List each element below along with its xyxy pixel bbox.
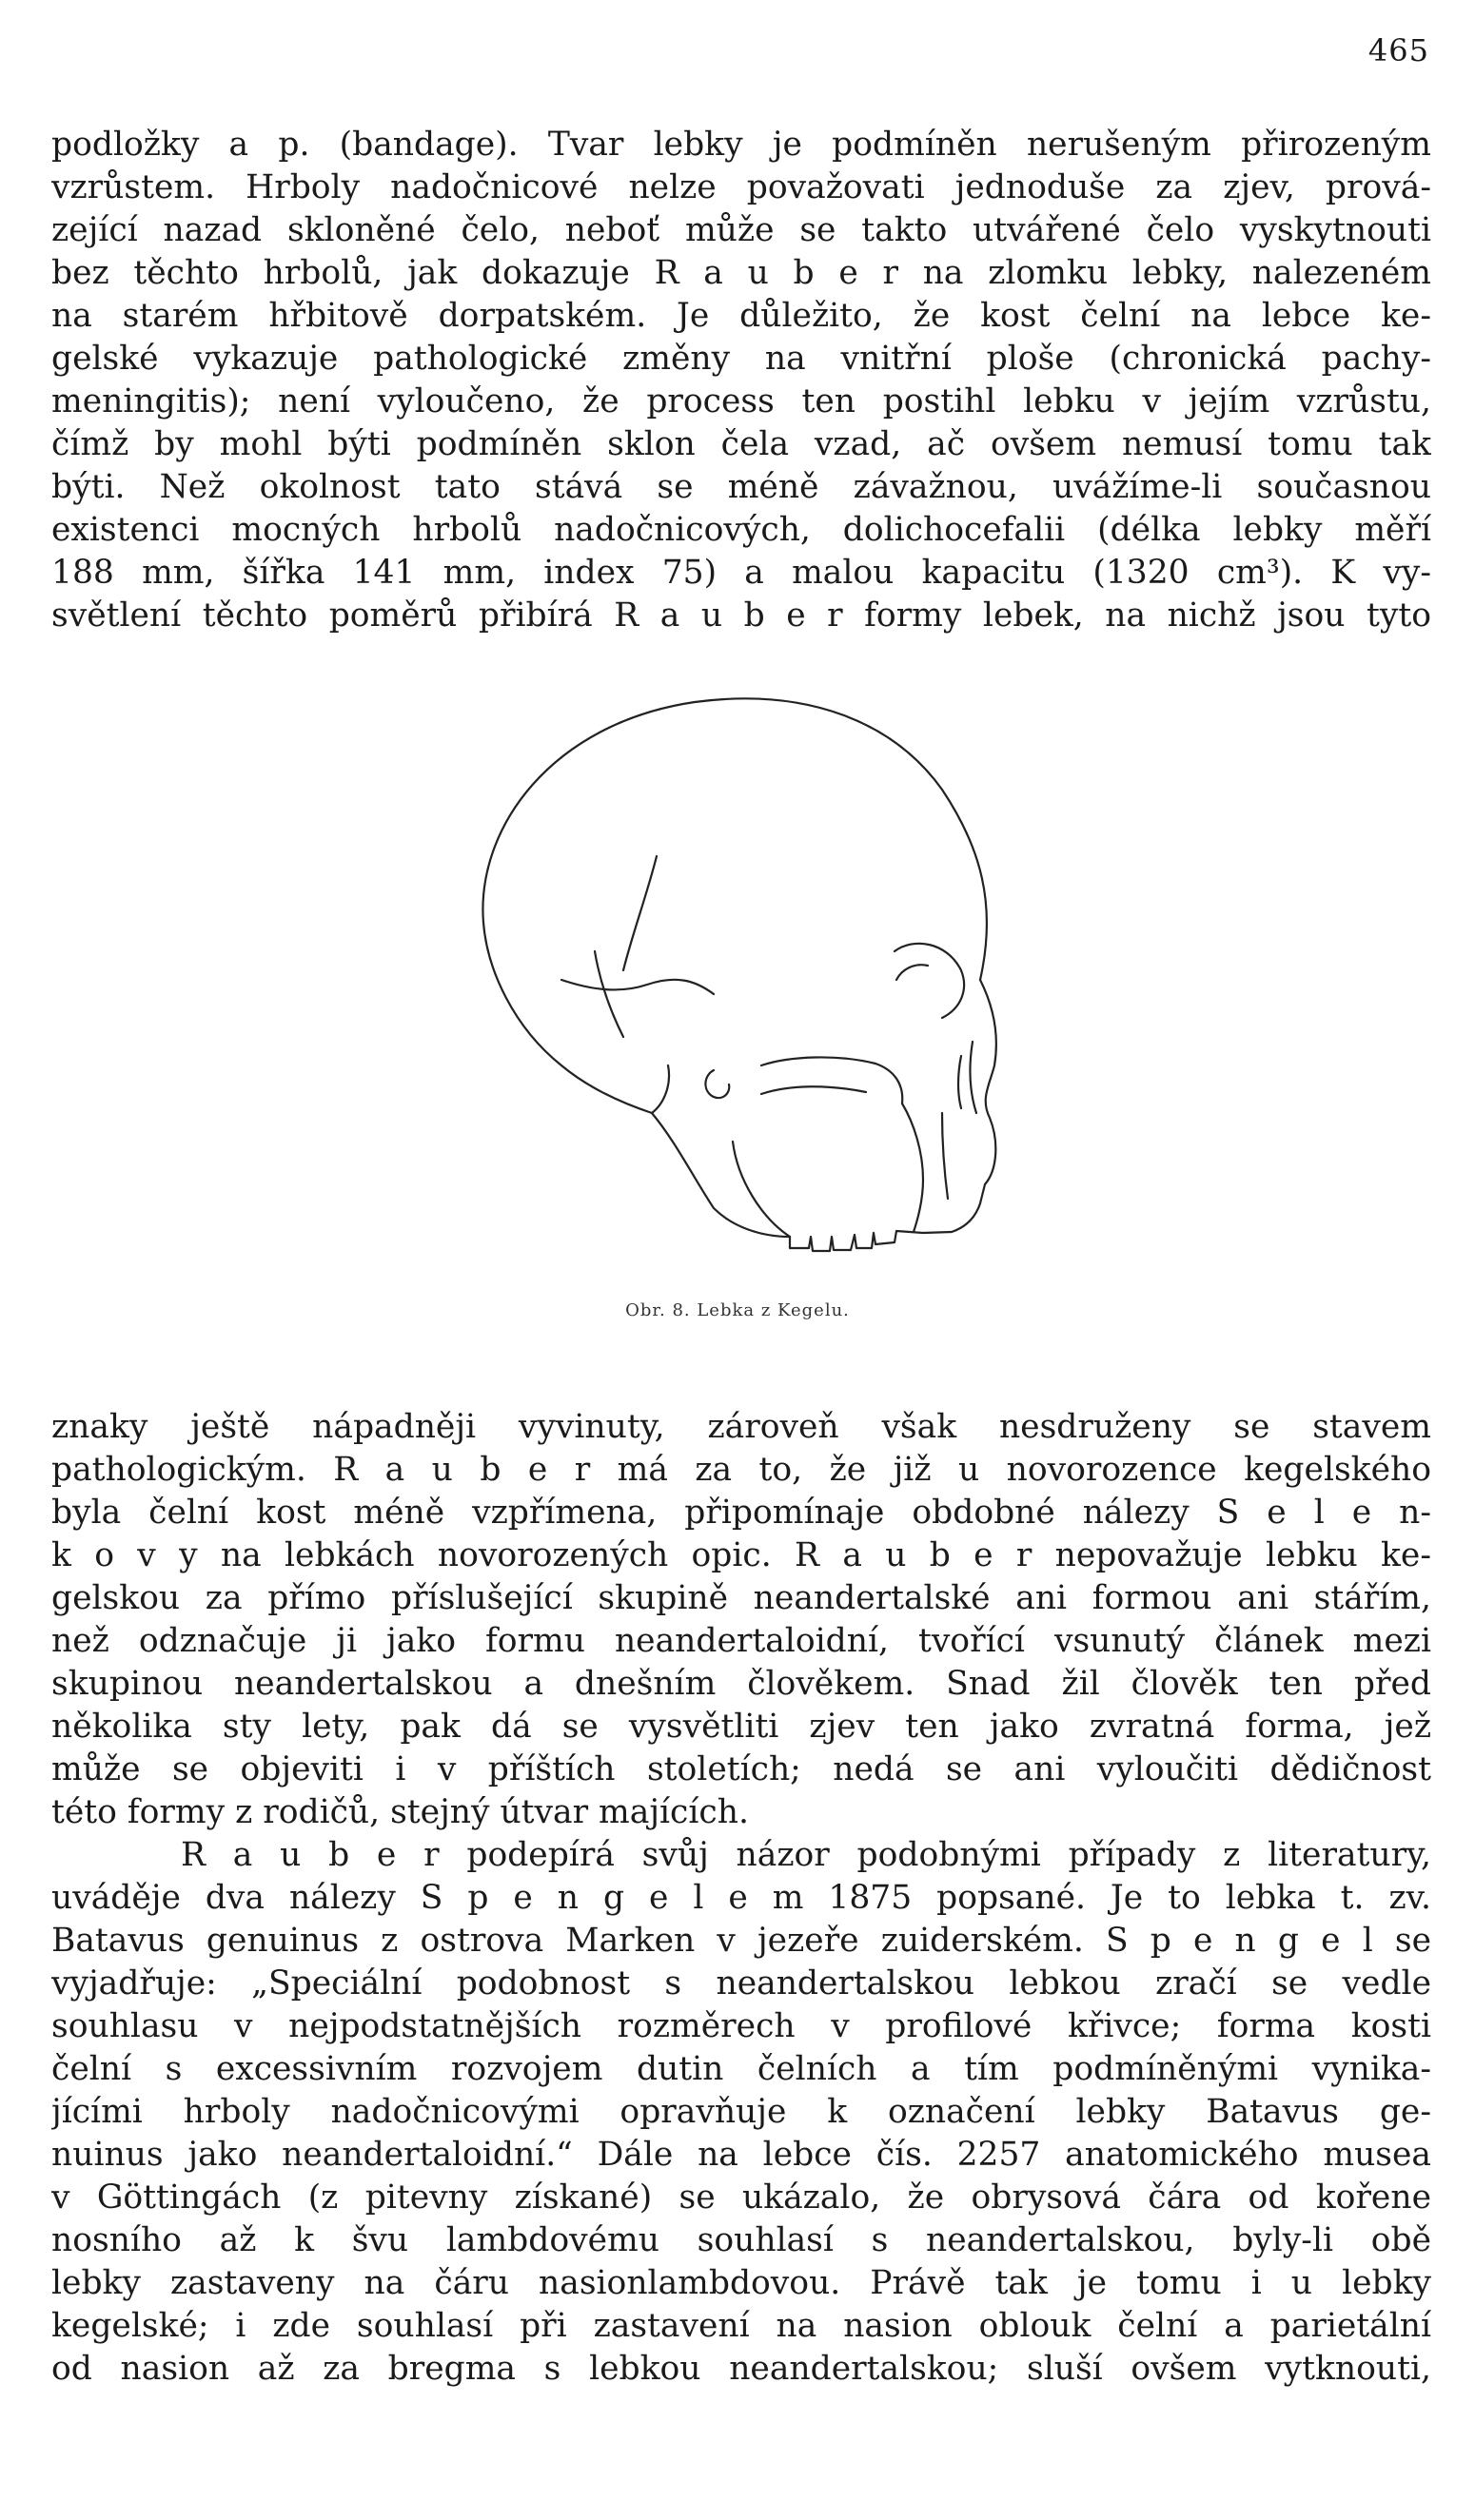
figure-caption: Obr. 8. Lebka z Kegelu.: [625, 1300, 850, 1320]
text-line: podložky a p. (bandage). Tvar lebky je podmíněn nerušeným přirozeným: [51, 126, 1431, 164]
bottom-paragraph: [51, 1406, 1431, 2391]
text-line: skupinou neandertalskou a dnešním člověkem. Snad žil člověk ten před: [51, 1665, 1431, 1703]
text-line: meningitis); není vyloučeno, že process ten postihl lebku v jejím vzrůstu,: [51, 382, 1431, 420]
skull-teeth: [790, 1231, 952, 1251]
skull-mastoid: [652, 1065, 669, 1113]
skull-vault-outline: [482, 698, 987, 980]
skull-suture-coronal: [623, 856, 657, 970]
text-line: od nasion až za bregma s lebkou neandertalskou; sluší ovšem vytknouti,: [51, 2350, 1431, 2388]
text-line: čímž by mohl býti podmíněn sklon čela vzad, ač ovšem nemusí tomu tak: [51, 425, 1431, 463]
text-line: lebky zastaveny na čáru nasionlambdovou. Právě tak je tomu i u lebky: [51, 2264, 1431, 2302]
text-line: 188 mm, šířka 141 mm, index 75) a malou kapacitu (1320 cm³). K vy-: [51, 554, 1431, 592]
text-line: světlení těchto poměrů přibírá R a u b e r formy lebek, na nichž jsou tyto: [51, 596, 1431, 635]
text-line: vyjadřuje: „Speciální podobnost s neandertalskou lebkou zračí se vedle: [51, 1964, 1431, 2002]
text-line: než odznačuje ji jako formu neandertaloidní, tvořící vsunutý článek mezi: [51, 1622, 1431, 1660]
text-line: nosního až k švu lambdovému souhlasí s neandertalskou, byly-li obě: [51, 2221, 1431, 2259]
text-line: zející nazad skloněné čelo, neboť může se takto utvářené čelo vyskytnouti: [51, 211, 1431, 249]
text-line: gelské vykazuje pathologické změny na vnitřní ploše (chronická pachy-: [51, 340, 1431, 378]
skull-suture-squamous: [561, 980, 714, 994]
skull-nasal: [970, 1042, 976, 1113]
skull-drawing: [447, 666, 1018, 1275]
top-paragraph: [51, 124, 1431, 637]
text-line: znaky ještě nápadněji vyvinuty, zároveň však nesdruženy se stavem: [51, 1408, 1431, 1446]
text-line: Batavus genuinus z ostrova Marken v jezeře zuiderském. S p e n g e l se: [51, 1922, 1431, 1960]
skull-occipital-outline: [483, 923, 652, 1113]
skull-zygomatic-lower: [761, 1086, 866, 1094]
text-line: existenci mocných hrbolů nadočnicových, dolichocefalii (délka lebky měří: [51, 511, 1431, 549]
skull-maxilla: [902, 1104, 923, 1232]
text-line: jícími hrboly nadočnicovými opravňuje k označení lebky Batavus ge-: [51, 2093, 1431, 2131]
text-line: k o v y na lebkách novorozených opic. R a u b e r nepovažuje lebku ke-: [51, 1536, 1431, 1574]
text-line: čelní s excessivním rozvojem dutin čelních a tím podmíněnými vynika-: [51, 2050, 1431, 2088]
skull-orbit: [895, 944, 964, 1018]
text-line: býti. Než okolnost tato stává se méně závažnou, uvážíme-li současnou: [51, 468, 1431, 506]
text-line: gelskou za přímo příslušející skupině neandertalské ani formou ani stářím,: [51, 1579, 1431, 1617]
text-line: nuinus jako neandertaloidní.“ Dále na lebce čís. 2257 anatomického musea: [51, 2136, 1431, 2174]
text-line: v Göttingách (z pitevny získané) se ukázalo, že obrysová čára od kořene: [51, 2178, 1431, 2217]
skull-suture-lambdoid: [595, 951, 623, 1037]
text-line: vzrůstem. Hrboly nadočnicové nelze považovati jednoduše za zjev, prová-: [51, 168, 1431, 206]
skull-nasal-inner: [958, 1056, 961, 1108]
text-line: může se objeviti i v příštích stoletích; nedá se ani vyloučiti dědičnost: [51, 1750, 1431, 1788]
text-line: této formy z rodičů, stejný útvar majících.: [51, 1793, 749, 1831]
skull-zygomatic: [761, 1057, 902, 1104]
page-number: 465: [1367, 32, 1429, 68]
skull-ear: [705, 1070, 729, 1098]
text-line: pathologickým. R a u b e r má za to, že již u novorozence kegelského: [51, 1451, 1431, 1489]
skull-maxilla-front: [942, 1113, 948, 1199]
text-line: R a u b e r podepírá svůj názor podobnými případy z literatury,: [181, 1836, 1431, 1874]
skull-brow: [896, 965, 928, 980]
text-line: bez těchto hrbolů, jak dokazuje R a u b e r na zlomku lebky, nalezeném: [51, 254, 1431, 292]
skull-jaw: [733, 1142, 790, 1237]
text-line: několika sty lety, pak dá se vysvětliti zjev ten jako zvratná forma, jež: [51, 1708, 1431, 1746]
text-line: byla čelní kost méně vzpřímena, připomínaje obdobné nálezy S e l e n-: [51, 1494, 1431, 1532]
text-line: souhlasu v nejpodstatnějších rozměrech v profilové křivce; forma kosti: [51, 2007, 1431, 2045]
skull-figure: [447, 666, 1018, 1275]
text-line: na starém hřbitově dorpatském. Je důležito, že kost čelní na lebce ke-: [51, 297, 1431, 335]
text-line: kegelské; i zde souhlasí při zastavení na nasion oblouk čelní a parietální: [51, 2307, 1431, 2345]
text-line: uváděje dva nálezy S p e n g e l e m 1875 popsané. Je to lebka t. zv.: [51, 1879, 1431, 1917]
